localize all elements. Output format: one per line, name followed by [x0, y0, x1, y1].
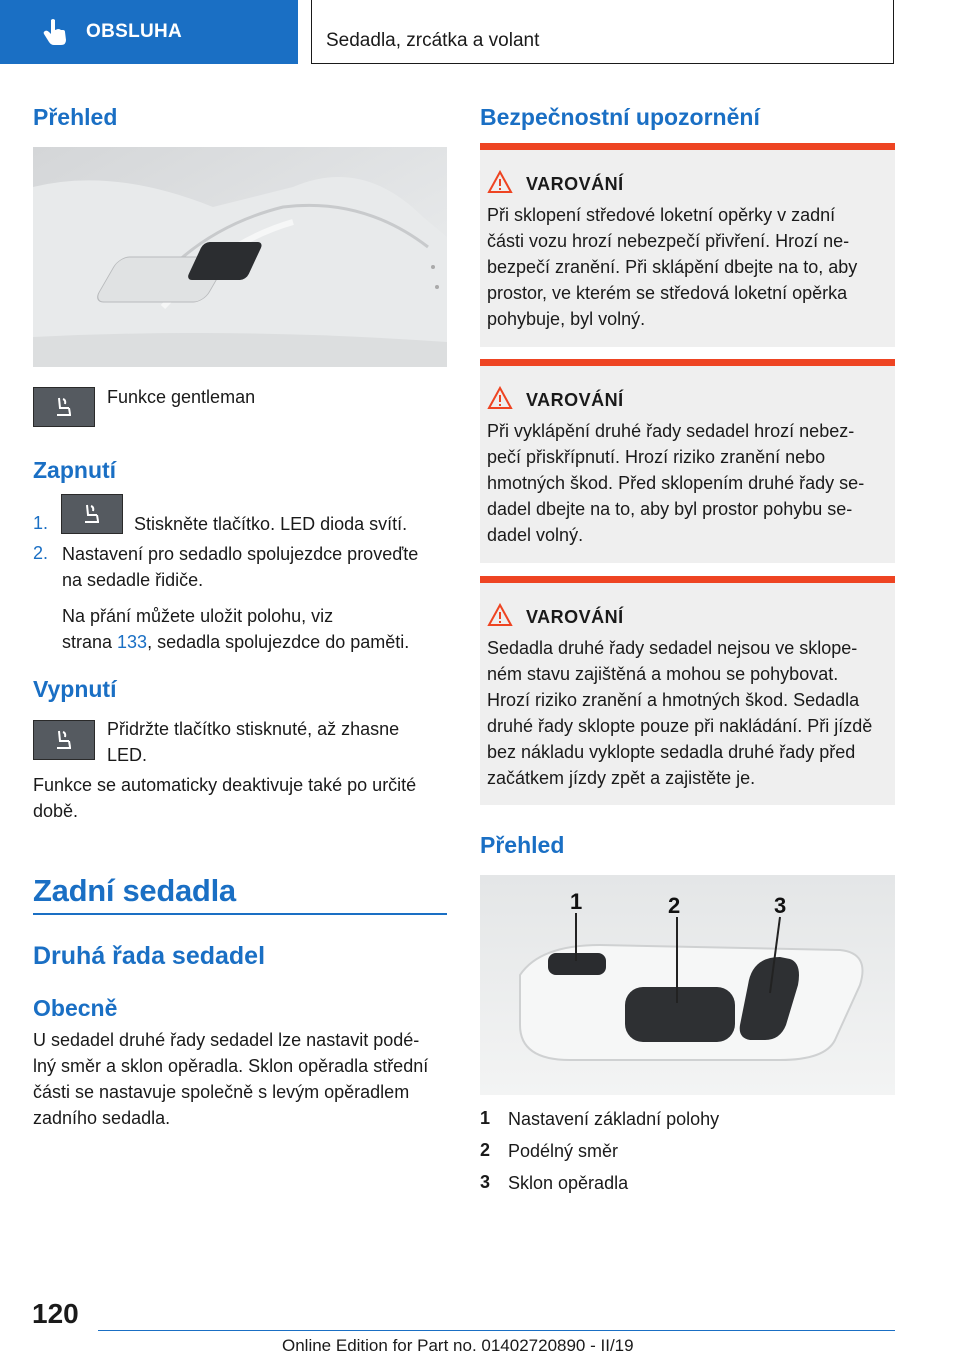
step-text: Stiskněte tlačítko. LED dioda svítí. — [134, 514, 408, 534]
legend-number: 2 — [480, 1140, 491, 1160]
page-number: 120 — [32, 1298, 79, 1329]
legend-number: 1 — [480, 1108, 491, 1128]
chapter-title: Sedadla, zrcátka a volant — [326, 30, 540, 51]
safety-heading: Bezpečnostní upozornění — [480, 104, 760, 130]
switch-on-heading: Zapnutí — [33, 457, 117, 483]
section-label: OBSLUHA — [86, 21, 183, 42]
warning-triangle-icon — [487, 603, 513, 627]
note-text: Na přání můžete uložit polohu, viz — [62, 606, 334, 626]
page-reference-link[interactable]: 133 — [117, 632, 148, 652]
chapter-header — [311, 0, 894, 64]
general-text: zadního sedadla. — [33, 1108, 171, 1128]
gentleman-button-photo — [33, 147, 447, 367]
legend-text: Podélný směr — [508, 1141, 619, 1161]
callout-1: 1 — [570, 889, 583, 914]
gentleman-function-icon — [33, 387, 95, 427]
step-text: na sedadle řidiče. — [62, 570, 204, 590]
legend-text: Nastavení základní polohy — [508, 1109, 720, 1129]
overview-heading: Přehled — [33, 104, 118, 130]
switch-off-text: LED. — [107, 745, 148, 765]
switch-off-heading: Vypnutí — [33, 676, 117, 702]
footer-divider — [98, 1330, 895, 1331]
second-row-heading: Druhá řada sedadel — [33, 942, 266, 970]
title-underline — [33, 913, 447, 915]
footer-edition: Online Edition for Part no. 01402720890 - II/19 — [282, 1336, 634, 1355]
auto-deactivate-text: Funkce se automaticky deaktivuje také po určité — [33, 775, 417, 795]
warning-triangle-icon — [487, 170, 513, 194]
warning-title: VAROVÁNÍ — [526, 174, 624, 194]
overview-heading: Přehled — [480, 832, 565, 858]
step-number: 1. — [33, 513, 49, 533]
step-text: Nastavení pro sedadlo spolujezdce proveďte — [62, 544, 419, 564]
warning-title: VAROVÁNÍ — [526, 607, 624, 627]
gentleman-button-icon — [61, 494, 123, 534]
callout-2: 2 — [668, 893, 681, 918]
switch-off-text: Přidržte tlačítko stisknuté, až zhasne — [107, 719, 400, 739]
note-text-reference: strana 133, sedadla spolujezdce do paměti. — [62, 632, 410, 652]
step-number: 2. — [33, 543, 49, 563]
warning-text: Sedadla druhé řady sedadel nejsou ve sklope- ném stavu zajištěná a mohou se pohybovat. Hrozí riziko zranění a hmotných škod. Sedadla druhé řady sklopte pouze při nakládání. Při jízdě bez nákladu vyklopte sedadla druhé řady před začátkem jízdy zpět a zajistěte je. — [487, 638, 873, 788]
gentleman-label: Funkce gentleman — [107, 387, 256, 407]
warning-box — [480, 143, 895, 347]
warning-text: Při vyklápění druhé řady sedadel hrozí nebez- pečí přiskřípnutí. Hrozí riziko zranění nebo hmotných škod. Před sklopením druhé řady se- dadel dbejte na to, aby byl prostor pohybu se- dadel volný. — [487, 421, 865, 545]
legend-number: 3 — [480, 1172, 491, 1192]
rear-seats-title: Zadní sedadla — [33, 873, 236, 908]
warning-box — [480, 359, 895, 563]
warning-triangle-icon — [487, 386, 513, 410]
warning-title: VAROVÁNÍ — [526, 390, 624, 410]
gentleman-button-icon — [33, 720, 95, 760]
hand-pointer-icon — [42, 18, 68, 46]
section-tab — [0, 0, 298, 64]
callout-3: 3 — [774, 893, 787, 918]
general-text: lný směr a sklon opěradla. Sklon opěradla střední — [33, 1056, 429, 1076]
general-text: části se nastavuje společně s levým opěradlem — [33, 1082, 410, 1102]
legend-text: Sklon opěradla — [508, 1173, 629, 1193]
seat-controls-photo — [480, 875, 895, 1095]
warning-box — [480, 576, 895, 805]
auto-deactivate-text: době. — [33, 801, 79, 821]
warning-text: Při sklopení středové loketní opěrky v zadní části vozu hrozí nebezpečí přivření. Hrozí ne- bezpečí zranění. Při sklápění dbejte na to, aby prostor, ve kterém se středová loketní opěrka pohybuje, byl volný. — [487, 205, 858, 329]
general-text: U sedadel druhé řady sedadel lze nastavit podé- — [33, 1030, 420, 1050]
general-heading: Obecně — [33, 995, 118, 1021]
